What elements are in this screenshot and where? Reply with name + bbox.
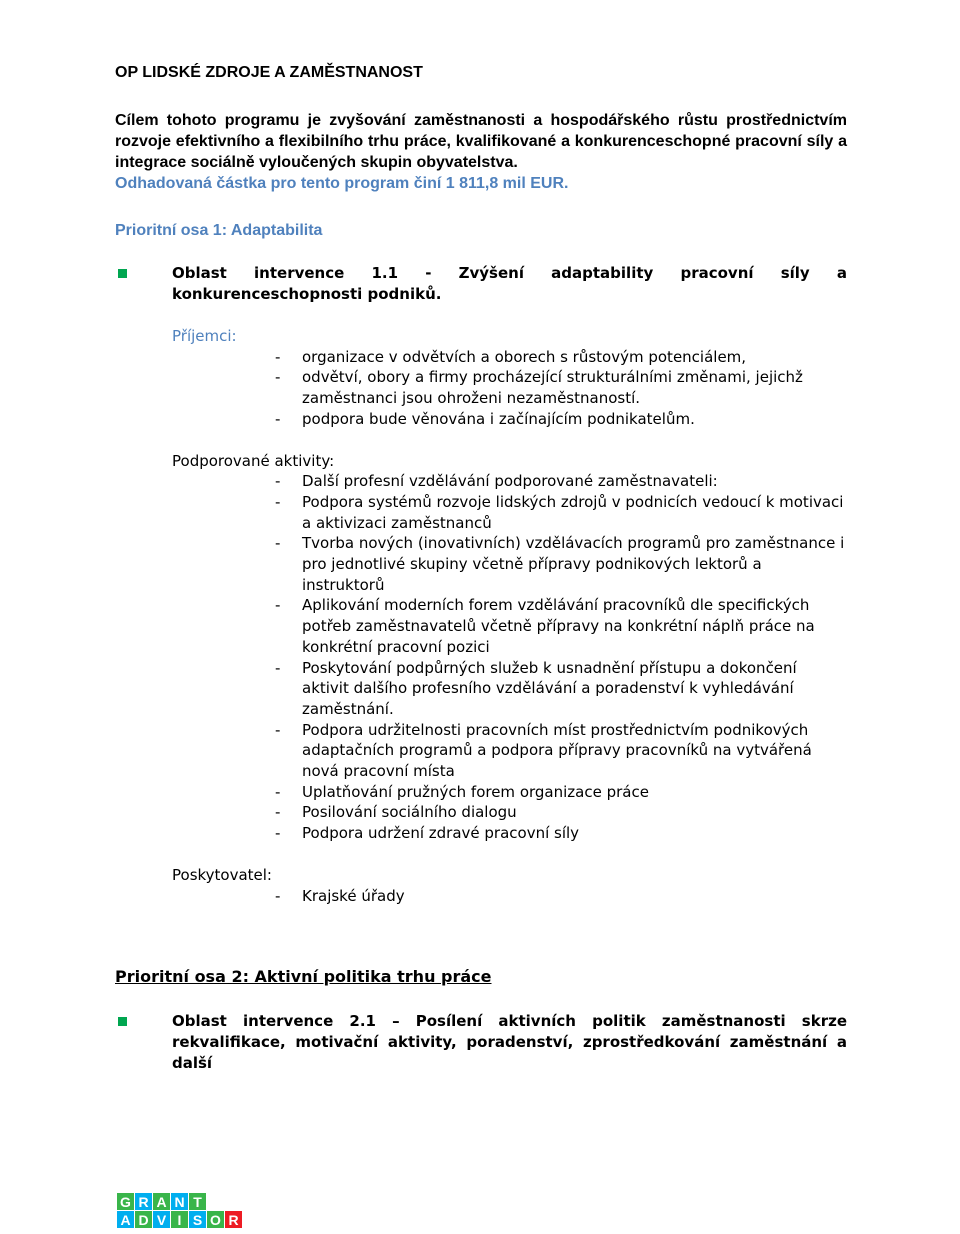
document-title: OP LIDSKÉ ZDROJE A ZAMĚSTNANOST	[115, 64, 423, 81]
list-item: - Podpora systémů rozvoje lidských zdrojů v podnicích vedoucí k motivaci a aktivizaci zaměstnanců	[275, 492, 844, 532]
logo-letter-tile: T	[189, 1193, 206, 1210]
list-item: - organizace v odvětvích a oborech s růstovým potenciálem,	[275, 347, 747, 366]
green-square-bullet-icon	[118, 1017, 127, 1026]
logo-letter-tile: A	[153, 1193, 170, 1210]
provider-list	[172, 886, 847, 907]
logo-letter-tile: D	[135, 1211, 152, 1228]
provider-block	[172, 865, 847, 906]
recipients-label: Příjemci:	[172, 327, 237, 345]
intervention-area-1-text: Oblast intervence 1.1 - Zvýšení adaptability pracovní síly a konkurenceschopnosti podniků.	[172, 264, 847, 303]
logo-letter-tile: A	[117, 1211, 134, 1228]
provider-label: Poskytovatel:	[172, 865, 272, 884]
logo-letter-tile: I	[171, 1211, 188, 1228]
intervention-area-2	[115, 1011, 847, 1074]
logo-row-grant	[117, 1193, 242, 1210]
logo-letter-tile: R	[225, 1211, 242, 1228]
logo-letter-tile: G	[117, 1193, 134, 1210]
list-item: - Tvorba nových (inovativních) vzdělávacích programů pro zaměstnance i pro jednotlivé skupiny včetně přípravy podnikových lektorů a instruktorů	[275, 534, 845, 594]
priority-axis-2-heading: Prioritní osa 2: Aktivní politika trhu práce	[115, 967, 492, 987]
activities-label: Podporované aktivity:	[172, 451, 335, 470]
list-item: - podpora bude věnována i začínajícím podnikatelům.	[275, 409, 695, 428]
priority-axis-1-heading: Prioritní osa 1: Adaptabilita	[115, 222, 323, 239]
list-item: - Podpora udržení zdravé pracovní síly	[275, 824, 580, 843]
logo-letter-tile: R	[135, 1193, 152, 1210]
activities-block	[172, 451, 847, 844]
list-item: - Další profesní vzdělávání podporované zaměstnavateli:	[275, 472, 718, 491]
intro-paragraph	[115, 110, 847, 194]
list-item: - Krajské úřady	[275, 886, 405, 905]
logo-letter-tile: V	[153, 1211, 170, 1228]
amount-text: Odhadovaná částka pro tento program činí 1 811,8 mil EUR.	[115, 175, 569, 192]
intervention-area-1	[115, 263, 847, 305]
list-item: - Posilování sociálního dialogu	[275, 803, 517, 822]
list-item: - Podpora udržitelnosti pracovních míst prostřednictvím podnikových adaptačních programů a podpora přípravy pracovníků na vytvářená nová pracovní místa	[275, 720, 812, 781]
logo-letter-tile: S	[189, 1211, 206, 1228]
list-item: - odvětví, obory a firmy procházející strukturálními změnami, jejichž zaměstnanci jsou ohroženi nezaměstnaností.	[275, 368, 803, 408]
list-item: - Aplikování moderních forem vzdělávání pracovníků dle specifických potřeb zaměstnavatelů včetně přípravy na konkrétní náplň práce na konkrétní pracovní pozici	[275, 596, 815, 656]
logo-row-advisor	[117, 1211, 242, 1228]
green-square-bullet-icon	[118, 269, 127, 278]
logo-letter-tile: N	[171, 1193, 188, 1210]
logo-letter-tile: O	[207, 1211, 224, 1228]
list-item: - Uplatňování pružných forem organizace práce	[275, 782, 649, 801]
intervention-area-2-text: Oblast intervence 2.1 – Posílení aktivních politik zaměstnanosti skrze rekvalifikace, motivační aktivity, poradenství, zprostředkování zaměstnání a další	[172, 1012, 847, 1073]
recipients-list	[172, 347, 847, 430]
document-page	[115, 64, 847, 1074]
list-item: - Poskytování podpůrných služeb k usnadnění přístupu a dokončení aktivit dalšího profesního vzdělávání a poradenství k vyhledávání zaměstnání.	[275, 658, 797, 718]
recipients-block	[172, 326, 847, 430]
activities-list	[172, 471, 847, 844]
grant-advisor-logo	[117, 1193, 242, 1229]
intro-text: Cílem tohoto programu je zvyšování zaměstnanosti a hospodářského růstu prostřednictvím rozvoje efektivního a flexibilního trhu práce, kvalifikované a konkurenceschopné pracovní síly a integrace sociálně vyloučených skupin obyvatelstva.	[115, 112, 847, 171]
